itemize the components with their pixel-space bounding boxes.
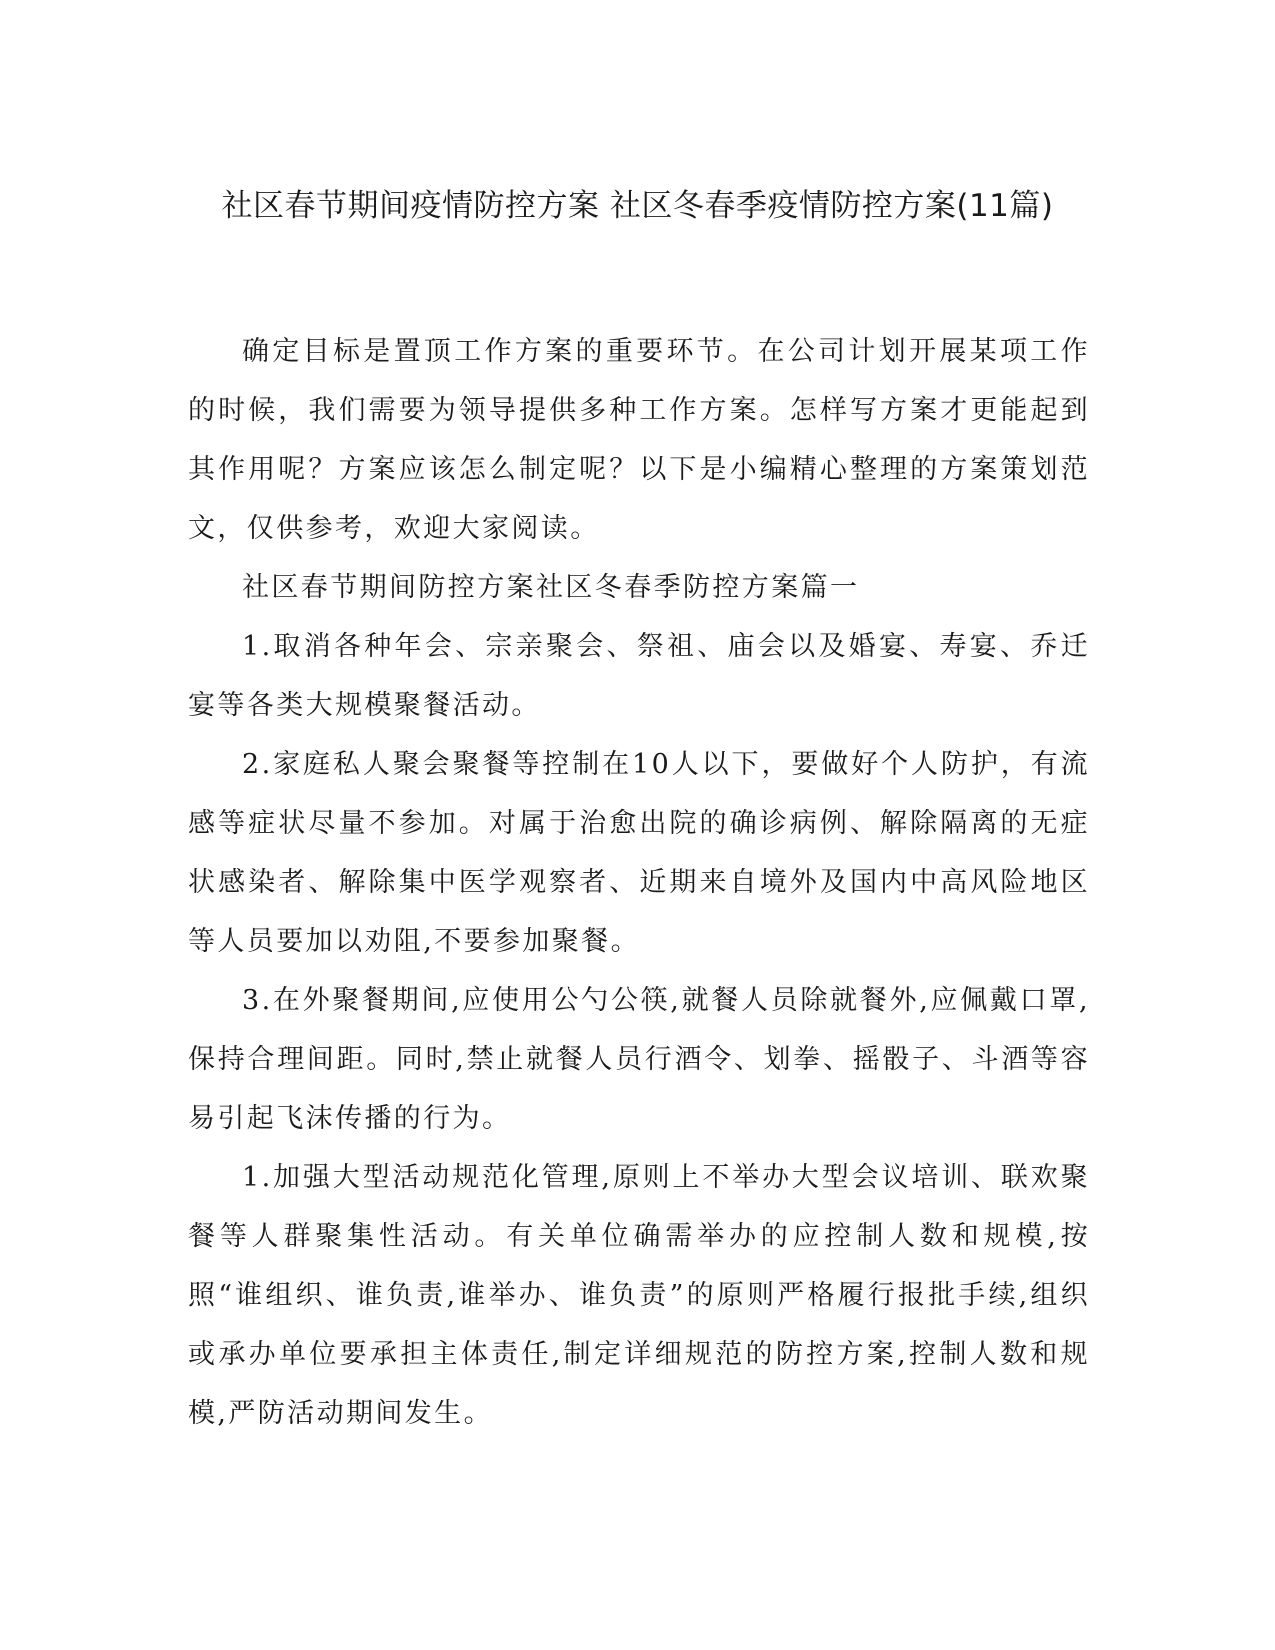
paragraph-item-1-b: 1.加强大型活动规范化管理,原则上不举办大型会议培训、联欢聚餐等人群聚集性活动。有关单位确需举办的应控制人数和规模,按照“谁组织、谁负责,谁举办、谁负责”的原则严格履行报批手续,组织或承办单位要承担主体责任,制定详细规范的防控方案,控制人数和规模,严防活动期间发生。 <box>188 1162 1090 1429</box>
document-title: 社区春节期间疫情防控方案 社区冬春季疫情防控方案(11篇) <box>221 188 1054 224</box>
paragraph-section-heading: 社区春节期间防控方案社区冬春季防控方案篇一 <box>242 572 860 603</box>
document-body <box>188 322 1090 1443</box>
paragraph-item-1: 1.取消各种年会、宗亲聚会、祭祖、庙会以及婚宴、寿宴、乔迁宴等各类大规模聚餐活动。 <box>188 631 1090 721</box>
paragraph-item-3: 3.在外聚餐期间,应使用公勺公筷,就餐人员除就餐外,应佩戴口罩,保持合理间距。同时,禁止就餐人员行酒令、划拳、摇骰子、斗酒等容易引起飞沫传播的行为。 <box>188 985 1090 1134</box>
paragraph-intro: 确定目标是置顶工作方案的重要环节。在公司计划开展某项工作的时候，我们需要为领导提供多种工作方案。怎样写方案才更能起到其作用呢？方案应该怎么制定呢？以下是小编精心整理的方案策划范文，仅供参考，欢迎大家阅读。 <box>188 336 1090 544</box>
paragraph-item-2: 2.家庭私人聚会聚餐等控制在10人以下，要做好个人防护，有流感等症状尽量不参加。对属于治愈出院的确诊病例、解除隔离的无症状感染者、解除集中医学观察者、近期来自境外及国内中高风险地区等人员要加以劝阻,不要参加聚餐。 <box>188 749 1090 957</box>
